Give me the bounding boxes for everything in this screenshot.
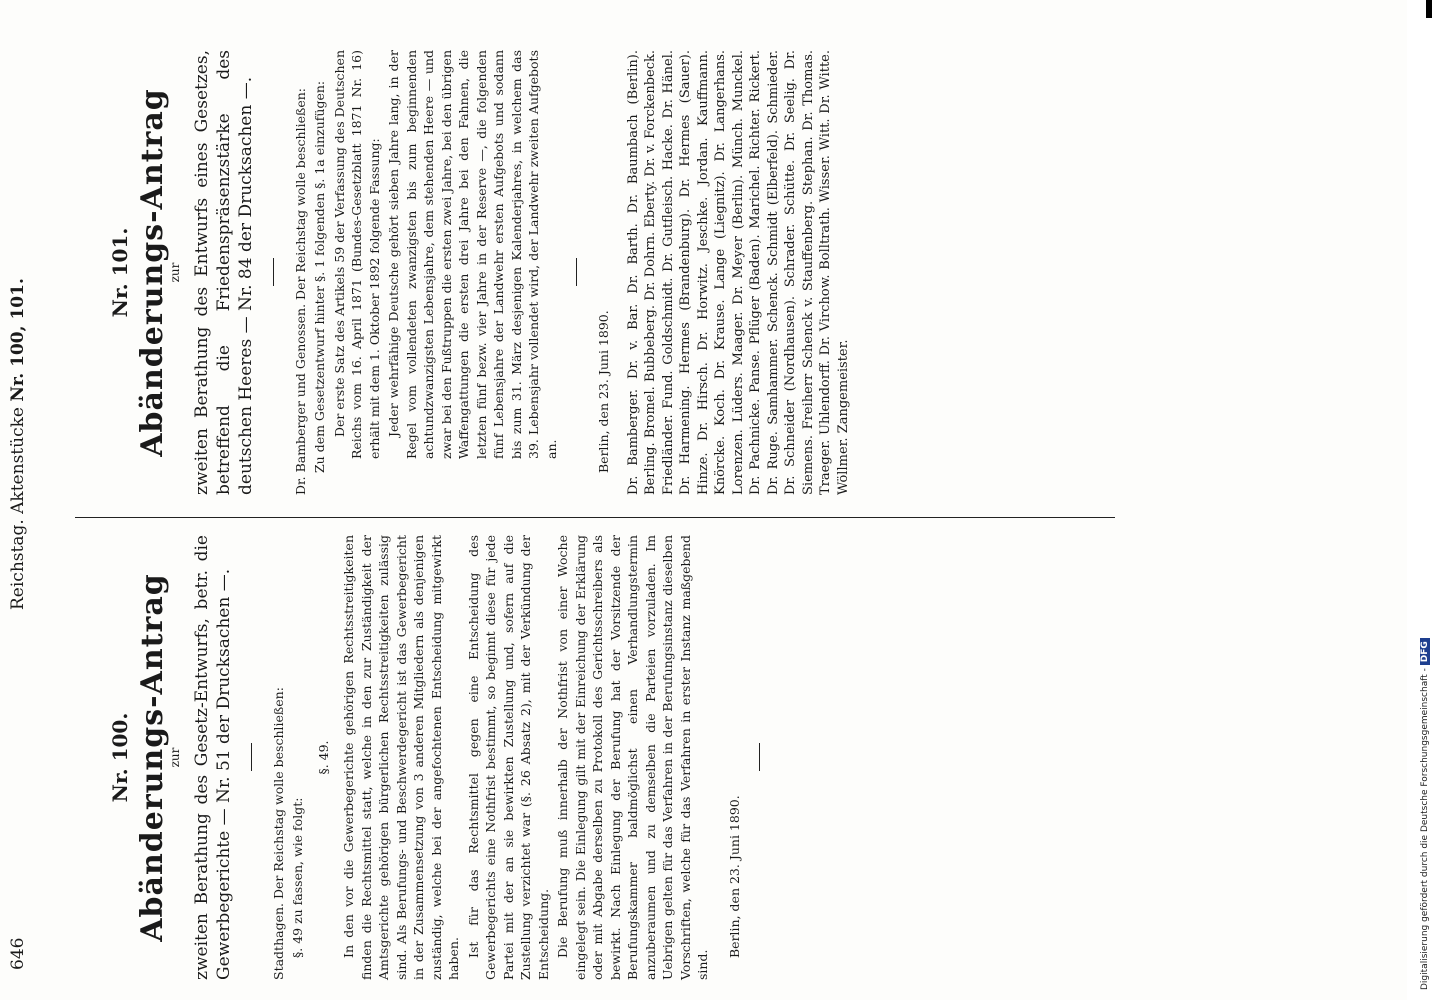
running-head bbox=[8, 30, 32, 970]
running-title: Reichstag. Aktenstücke Nr. 100, 101. bbox=[8, 278, 28, 610]
digitization-note: Digitalisierung gefördert durch die Deutsche Forschungsgemeinschaft - DFG bbox=[1420, 0, 1430, 990]
dfg-logo: DFG bbox=[1420, 638, 1430, 665]
zur-left: zur bbox=[168, 747, 182, 768]
doc-number-101: Nr. 101. bbox=[108, 227, 132, 318]
divider-rule bbox=[576, 259, 577, 287]
right-column bbox=[50, 50, 852, 495]
paragraph-2-right: Jeder wehrfähige Deutsche gehört sieben Jahre lang, in der Regel vom vollendeten zwanzigsten bis zum beginnenden achtundzwanzigsten Lebensjahre, dem stehenden Heere — und zwar bei den Fußtruppen die ersten zwei Jahre, bei den übrigen Waffengattungen die ersten drei Jahre bei den Fahnen, die letzten fünf bezw. vier Jahre in der Reserve —, die folgenden fünf Lebensjahre der Landwehr ersten Aufgebots und sodann bis zum 31. März desjenigen Kalenderjahres, in welchem das 39. Lebensjahr vollendet wird, der Landwehr zweiten Aufgebots an. bbox=[386, 50, 559, 459]
subject-right: zweiten Berathung des Entwurfs eines Gesetzes, betreffend die Friedenspräsenzstärke des deutschen Heeres — Nr. 84 der Drucksachen —. bbox=[191, 50, 256, 495]
date-left: Berlin, den 23. Juni 1890. bbox=[726, 795, 742, 958]
doc-number-100: Nr. 100. bbox=[108, 712, 132, 803]
zur-right: zur bbox=[168, 262, 182, 283]
section-title: §. 49. bbox=[315, 740, 331, 775]
date-right: Berlin, den 23. Juni 1890. bbox=[596, 310, 611, 473]
intro-left: Stadthagen. Der Reichstag wolle beschließen: bbox=[270, 687, 286, 980]
paragraph-1-right: Der erste Satz des Artikels 59 der Verfassung des Deutschen Reichs vom 16. April 1871 (Bundes-Gesetzblatt 1871 Nr. 16) erhält mit dem 1. Oktober 1892 folgende Fassung: bbox=[331, 50, 382, 459]
intro2-left: §. 49 zu fassen, wie folgt: bbox=[290, 797, 305, 958]
heading-right: Abänderungs-Antrag bbox=[134, 88, 170, 457]
page-number: 646 bbox=[8, 937, 28, 970]
divider-rule bbox=[251, 744, 252, 772]
column-divider bbox=[75, 517, 1115, 518]
paragraph-1-left: In den vor die Gewerbegerichte gehörigen Rechtsstreitigkeiten finden die Rechtsmittel statt, welche in den zur Zuständigkeit der Amtsgerichte gehörigen bürgerlichen Rechtsstreitigkeiten zulässig sind. Als Berufungs- und Beschwerdegericht ist das Gewerbegericht in der Zusammensetzung von 3 anderen Mitgliedern als denjenigen zuständig, welche bei der angefochtenen Entscheidung mitgewirkt haben. bbox=[341, 535, 461, 980]
intro-right: Dr. Bamberger und Genossen. Der Reichstag wolle beschließen: bbox=[292, 88, 308, 495]
heading-left: Abänderungs-Antrag bbox=[134, 573, 170, 942]
divider-rule bbox=[273, 259, 274, 287]
subject-left: zweiten Berathung des Gesetz-Entwurfs, betr. die Gewerbegerichte — Nr. 51 der Drucksachen —. bbox=[191, 535, 234, 980]
intro2-right: Zu dem Gesetzentwurf hinter §. 1 folgenden §. 1a einzufügen: bbox=[312, 80, 327, 473]
left-column bbox=[50, 535, 778, 980]
signatories: Dr. Bamberger. Dr. v. Bar. Dr. Barth. Dr. Baumbach (Berlin). Berling. Bromel. Bubbeberg. Dr. Dohrn. Eberty. Dr. v. Forckenbeck. Friedländer. Fund. Goldschmidt. Dr. Gutfleisch. Hacke. Dr. Hänel. Dr. Harmening. Hermes (Brandenburg). Dr. Hermes (Sauer). Hinze. Dr. Hirsch. Dr. Horwitz. Jeschke. Jordan. Kauffmann. Knörcke. Koch. Dr. Krause. Lange (Liegnitz). Dr. Langerhans. Lorenzen. Lüders. Maager. Dr. Meyer (Berlin). Münch. Munckel. Dr. Pachnicke. Panse. Pflüger (Baden). Marichel. Richter. Rickert. Dr. Ruge. Samhammer. Schenck. Schmidt (Elberfeld). Schmieder. Dr. Schneider (Nordhausen). Schrader. Schütte. Dr. Seelig. Dr. Siemens. Freiherr Schenck v. Stauffenberg. Stephan. Dr. Thomas. Traeger. Uhlendorff. Dr. Virchow. Bolltrath. Wisser. Witt. Dr. Witte. Wöllmer. Zangemeister. bbox=[625, 50, 851, 495]
corner-mark bbox=[1426, 0, 1432, 18]
document-numbers: Nr. 100, 101. bbox=[8, 278, 28, 402]
divider-rule bbox=[759, 744, 760, 772]
paragraph-3-left: Die Berufung muß innerhalb der Nothfrist von einer Woche eingelegt sein. Die Einlegung gilt mit der Einreichung der Erklärung oder mit Abgabe derselben zu Protokoll des Gerichtsschreibers als bewirkt. Nach Einlegung der Berufung hat der Vorsitzende der Berufungskammer baldmöglichst einen Verhandlungstermin anzuberaumen und zu demselben die Parteien vorzuladen. Im Uebrigen gelten für das Verfahren in der Berufungsinstanz dieselben Vorschriften, welche für das Verfahren in erster Instanz maßgebend sind. bbox=[555, 535, 710, 980]
paragraph-2-left: Ist für das Rechtsmittel gegen eine Entscheidung des Gewerbegerichts eine Nothfrist bestimmt, so beginnt diese für jede Partei mit der an sie bewirkten Zustellung und, sofern auf die Zustellung verzichtet war (§. 26 Absatz 2), mit der Verkündung der Entscheidung. bbox=[465, 535, 551, 980]
